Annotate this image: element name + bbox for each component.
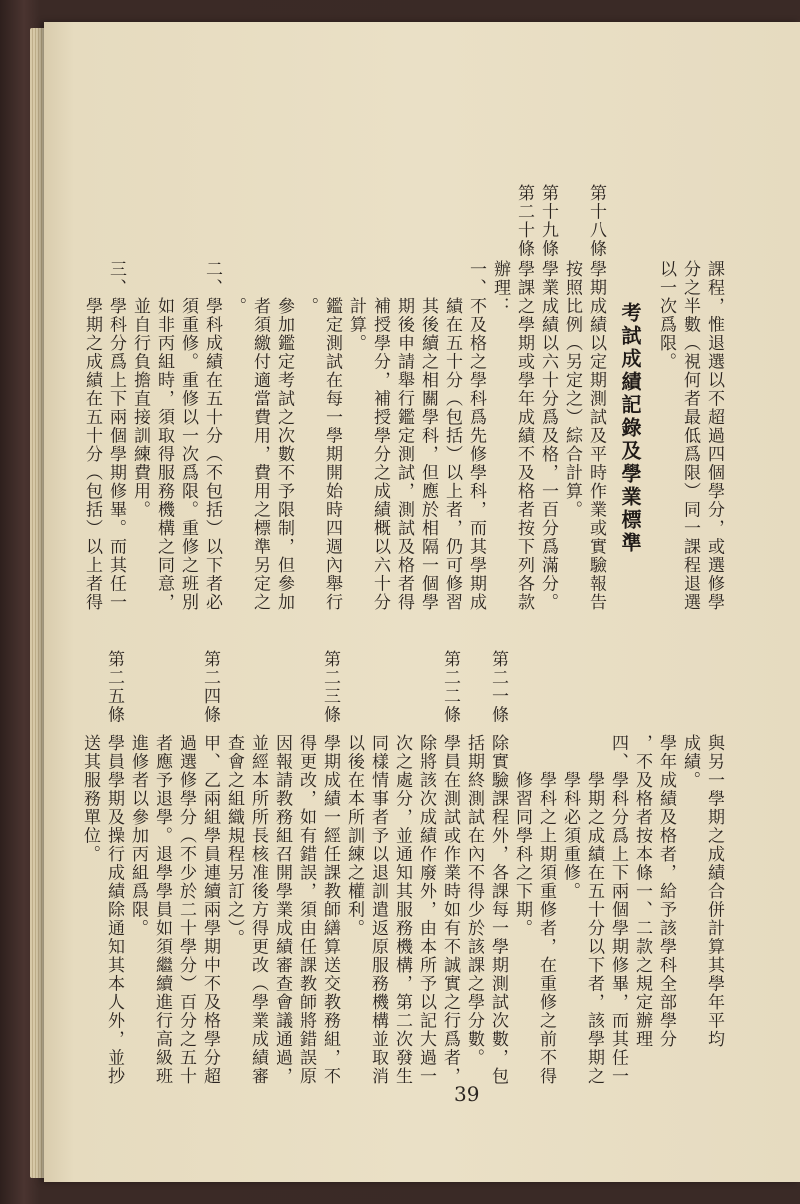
text-column: 成績。 — [680, 734, 700, 790]
text-column: 學業成績以六十分爲及格，一百分爲滿分。 — [538, 260, 558, 612]
text-column: 以一次爲限。 — [656, 260, 676, 371]
text-column: 須重修。重修以一次爲限。重修之班別 — [178, 260, 198, 612]
text-column: 。 — [226, 260, 246, 316]
section-heading: 考試成績記錄及學業標準 — [618, 302, 642, 555]
page-number: 39 — [454, 1082, 480, 1106]
text-column: 辦理： — [490, 260, 510, 316]
article-label-24: 第二四條 — [200, 650, 220, 724]
text-column: 二、學科成績在五十分（不包括）以下者必 — [202, 260, 222, 612]
text-column: 分之半數（視何者最低爲限）同一課程退選 — [680, 260, 700, 612]
article-label-20: 第二十條 — [514, 184, 534, 258]
text-column: 甲、乙兩組學員連續兩學期中不及格學分超 — [200, 734, 220, 1086]
text-column: 次之處分，並通知其服務機構，第二次發生 — [392, 734, 412, 1086]
text-column: 與另一學期之成績合併計算其學年平均 — [704, 734, 724, 1049]
text-column: 一、不及格之學科爲先修學科，而其學期成 — [466, 260, 486, 612]
text-column: 修習同學科之下期。 — [512, 734, 532, 938]
article-label-18: 第十八條 — [586, 184, 606, 258]
text-column: 學期之成績在五十分（包括）以上者得 — [82, 260, 102, 612]
text-column: 學科必須重修。 — [560, 734, 580, 901]
text-column: 者應予退學。退學學員如須繼續進行高級班 — [152, 734, 172, 1086]
text-column: 四、學科分爲上下兩個學期修畢，而其任一 — [608, 734, 628, 1086]
article-label-25: 第二五條 — [104, 650, 124, 724]
text-column: 課程，惟退選以不超過四個學分，或選修學 — [704, 260, 724, 612]
text-column: 除實驗課程外，各課每一學期測試次數，包 — [488, 734, 508, 1086]
text-column: ，不及格者按本條一、二款之規定辦理 — [632, 734, 652, 1049]
text-column: 學科之上期須重修者，在重修之前不得 — [536, 734, 556, 1086]
text-column: 除將該次成績作廢外，由本所予以記大過一 — [416, 734, 436, 1086]
text-column: 送其服務單位。 — [80, 734, 100, 864]
text-column: 查會之組織規程另訂之）。 — [224, 734, 244, 948]
text-column: 並自行負擔直接訓練費用。 — [130, 260, 150, 519]
text-column: 三、學科分爲上下兩個學期修畢。而其任一 — [106, 260, 126, 612]
text-column: 其後續之相關學科，但應於相隔一個學 — [418, 260, 438, 612]
article-label-19: 第十九條 — [538, 184, 558, 258]
text-column: 績在五十分（包括）以上者，仍可修習 — [442, 260, 462, 612]
article-label-22: 第二二條 — [440, 650, 460, 724]
text-column: 者須繳付適當費用，費用之標準另定之 — [250, 260, 270, 612]
text-column: 學員學期及操行成績除通知其本人外，並抄 — [104, 734, 124, 1086]
text-column: 得更改，如有錯誤，須由任課教師將錯誤原 — [296, 734, 316, 1086]
text-column: 補授學分，補授學分之成績概以六十分 — [370, 260, 390, 612]
text-column: 學課之學期或學年成績不及格者按下列各款 — [514, 260, 534, 612]
text-column: 過選修學分（不少於二十學分）百分之五十 — [176, 734, 196, 1086]
text-column: 學期成績一經任課教師繕算送交教務組，不 — [320, 734, 340, 1086]
text-column: 計算。 — [346, 260, 366, 353]
text-column: 同樣情事者予以退訓遣返原服務機構並取消 — [368, 734, 388, 1086]
text-column: 鑑定測試在每一學期開始時四週內舉行 — [322, 260, 342, 612]
text-column: 按照比例（另定之）綜合計算。 — [562, 260, 582, 519]
text-column: 參加鑑定考試之次數不予限制，但參加 — [274, 260, 294, 612]
text-column: 因報請教務組召開學業成績審查會議通過， — [272, 734, 292, 1086]
text-column: 期後申請舉行鑑定測試，測試及格者得 — [394, 260, 414, 612]
text-column: 學員在測試或作業時如有不誠實之行爲者， — [440, 734, 460, 1086]
article-label-23: 第二三條 — [320, 650, 340, 724]
text-column: 。 — [298, 260, 318, 316]
text-column: 並經本所所長核准後方得更改（學業成績審 — [248, 734, 268, 1086]
text-column: 括期終測試在內不得少於該課之學分數。 — [464, 734, 484, 1067]
article-label-21: 第二一條 — [488, 650, 508, 724]
text-column: 學期成績以定期測試及平時作業或實驗報告 — [586, 260, 606, 612]
text-column: 進修者以參加丙組爲限。 — [128, 734, 148, 938]
book-page — [44, 22, 800, 1182]
text-column: 學期之成績在五十分以下者，該學期之 — [584, 734, 604, 1086]
text-column: 以後在本所訓練之權利。 — [344, 734, 364, 938]
text-column: 學年成績及格者，給予該學科全部學分 — [656, 734, 676, 1049]
text-column: 如非丙組時，須取得服務機構之同意， — [154, 260, 174, 612]
